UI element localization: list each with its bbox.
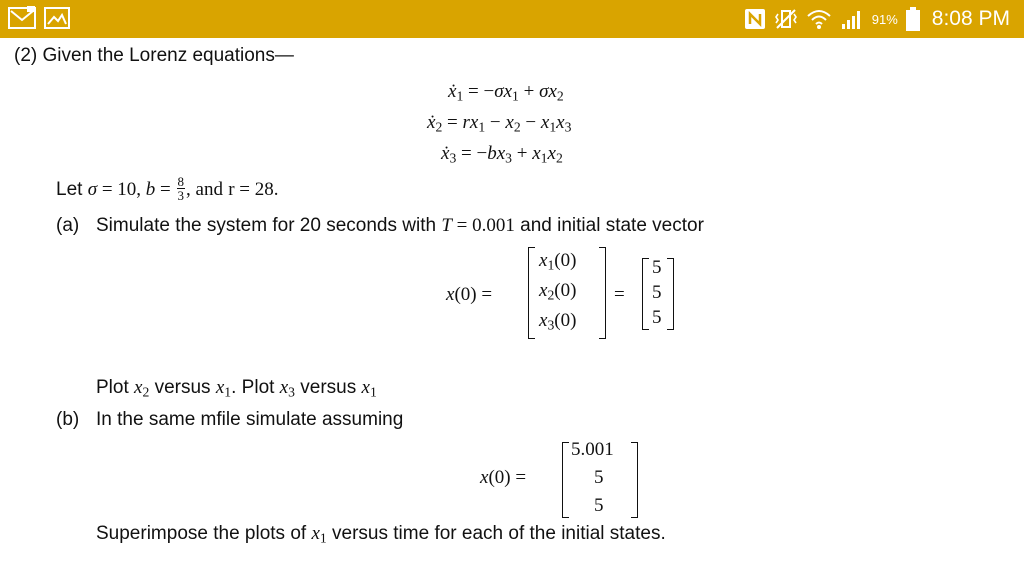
- b-fraction: $\frac{8}{3}$: [177, 174, 185, 203]
- nfc-icon: [744, 8, 766, 30]
- wifi-icon: [806, 8, 832, 30]
- sigma-value: 10: [117, 178, 137, 200]
- equation-3: ẋ$_3$ = $-bx_3 + x_1x_2$: [441, 143, 563, 166]
- gallery-icon[interactable]: [44, 5, 70, 31]
- state-symbol-matrix: $x_1(0)$ $x_2(0)$ $x_3(0)$: [528, 247, 606, 339]
- x0-label-a: x(0) =: [446, 284, 493, 305]
- part-b-marker: (b): [56, 409, 80, 430]
- let-label: Let: [56, 178, 83, 200]
- x0-label-b: x(0) =: [480, 467, 527, 488]
- battery-percent: 91%: [871, 11, 898, 27]
- plot-instruction: Plot $x_2$ versus $x_1$. Plot $x_3$ versus $x_1$: [96, 377, 377, 400]
- vibrate-icon: [774, 8, 798, 30]
- clock: 8:08 PM: [931, 7, 1010, 30]
- problem-header: (2) Given the Lorenz equations—: [14, 45, 294, 66]
- state-value-matrix-b: 5.001 5 5: [562, 442, 638, 518]
- superimpose-instruction: Superimpose the plots of $x_1$ versus time for each of the initial states.: [96, 523, 666, 546]
- battery-icon: [906, 7, 920, 31]
- part-a-text: Simulate the system for 20 seconds with T = 0.001 and initial state vector: [96, 215, 704, 236]
- equation-1: ẋ$_1$ = $-\sigma x_1 + \sigma x_2$: [448, 81, 564, 104]
- part-b-text: In the same mfile simulate assuming: [96, 409, 404, 430]
- equation-2: ẋ$_2$ = $rx_1 - x_2 - x_1x_3$: [427, 112, 572, 135]
- mail-icon[interactable]: [8, 5, 36, 31]
- and-label: , and: [186, 178, 223, 200]
- parameters-line: Let σ = 10, b = $\frac{8}{3}$ , and r = 28.: [56, 174, 279, 203]
- status-bar: [0, 0, 1024, 38]
- signal-icon: [840, 8, 864, 30]
- r-value: 28: [254, 178, 274, 200]
- part-a-marker: (a): [56, 215, 80, 236]
- t-value: 0.001: [472, 215, 515, 236]
- state-value-matrix-a: 5 5 5: [642, 258, 674, 330]
